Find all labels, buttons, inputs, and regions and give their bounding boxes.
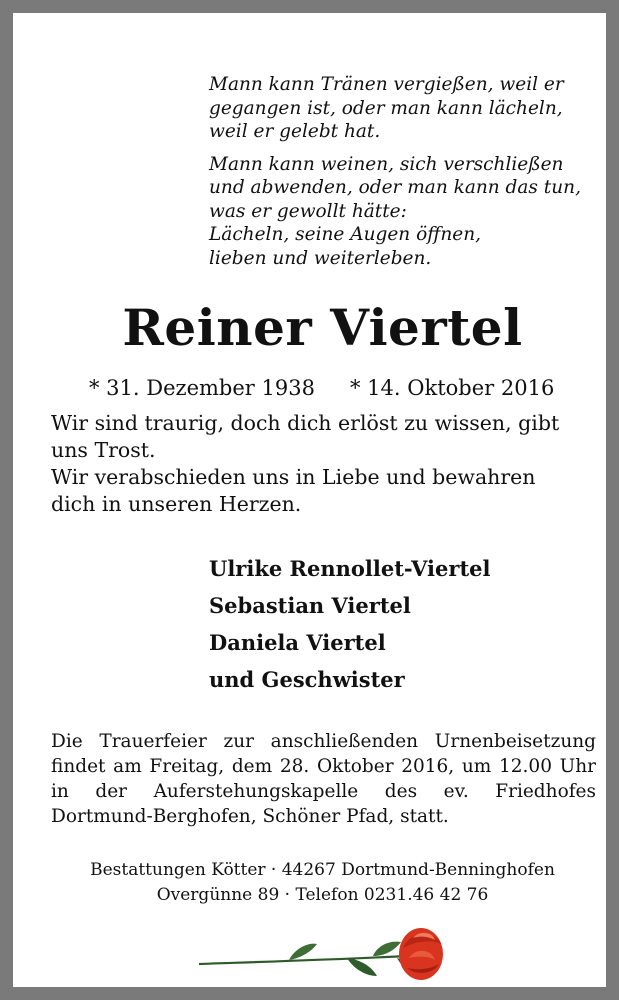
funeral-line: Die Trauerfeier zur anschließenden Urnenbeisetzung — [51, 731, 596, 752]
deceased-name: Reiner Viertel — [122, 298, 523, 357]
funeral-notice — [51, 729, 596, 829]
mourners-list — [209, 550, 589, 698]
undertaker-address: Bestattungen Kötter · 44267 Dortmund-Benninghofen — [90, 860, 555, 880]
poem-line: Lächeln, seine Augen öffnen, — [209, 224, 481, 245]
funeral-line: in der Auferstehungskapelle des ev. Friedhofes — [51, 781, 596, 802]
mourner-name: Ulrike Rennollet-Viertel — [209, 556, 491, 581]
rose-icon — [197, 918, 453, 990]
poem-stanza-1 — [209, 73, 589, 144]
poem-line: was er gewollt hätte: — [209, 200, 407, 222]
poem-line: und abwenden, oder man kann das tun, — [209, 177, 581, 198]
poem-stanza-2 — [209, 153, 589, 271]
message-line: Wir verabschieden uns in Liebe und bewahren — [51, 465, 536, 489]
undertaker-info — [13, 858, 619, 908]
funeral-line: findet am Freitag, dem 28. Oktober 2016, um 12.00 Uhr — [51, 756, 596, 777]
birth-date: * 31. Dezember 1938 — [89, 376, 315, 400]
poem-line: Mann kann Tränen vergießen, weil er — [209, 74, 564, 95]
poem-line: Mann kann weinen, sich verschließen — [209, 153, 564, 175]
funeral-line: Dortmund-Berghofen, Schöner Pfad, statt. — [51, 806, 449, 827]
message-line: dich in unseren Herzen. — [51, 492, 302, 516]
poem-line: lieben und weiterleben. — [209, 247, 432, 269]
poem-line: gegangen ist, oder man kann lächeln, — [209, 97, 563, 119]
farewell-message — [51, 410, 596, 518]
mourner-name: Sebastian Viertel — [209, 593, 411, 618]
undertaker-phone: Overgünne 89 · Telefon 0231.46 42 76 — [156, 885, 489, 905]
poem-line: weil er gelebt hat. — [209, 121, 381, 142]
message-line: uns Trost. — [51, 438, 156, 462]
mourner-name: Daniela Viertel — [209, 630, 386, 655]
death-date: * 14. Oktober 2016 — [350, 376, 555, 400]
message-line: Wir sind traurig, doch dich erlöst zu wissen, gibt — [51, 411, 560, 435]
mourner-name: und Geschwister — [209, 667, 405, 692]
poem — [209, 73, 589, 270]
